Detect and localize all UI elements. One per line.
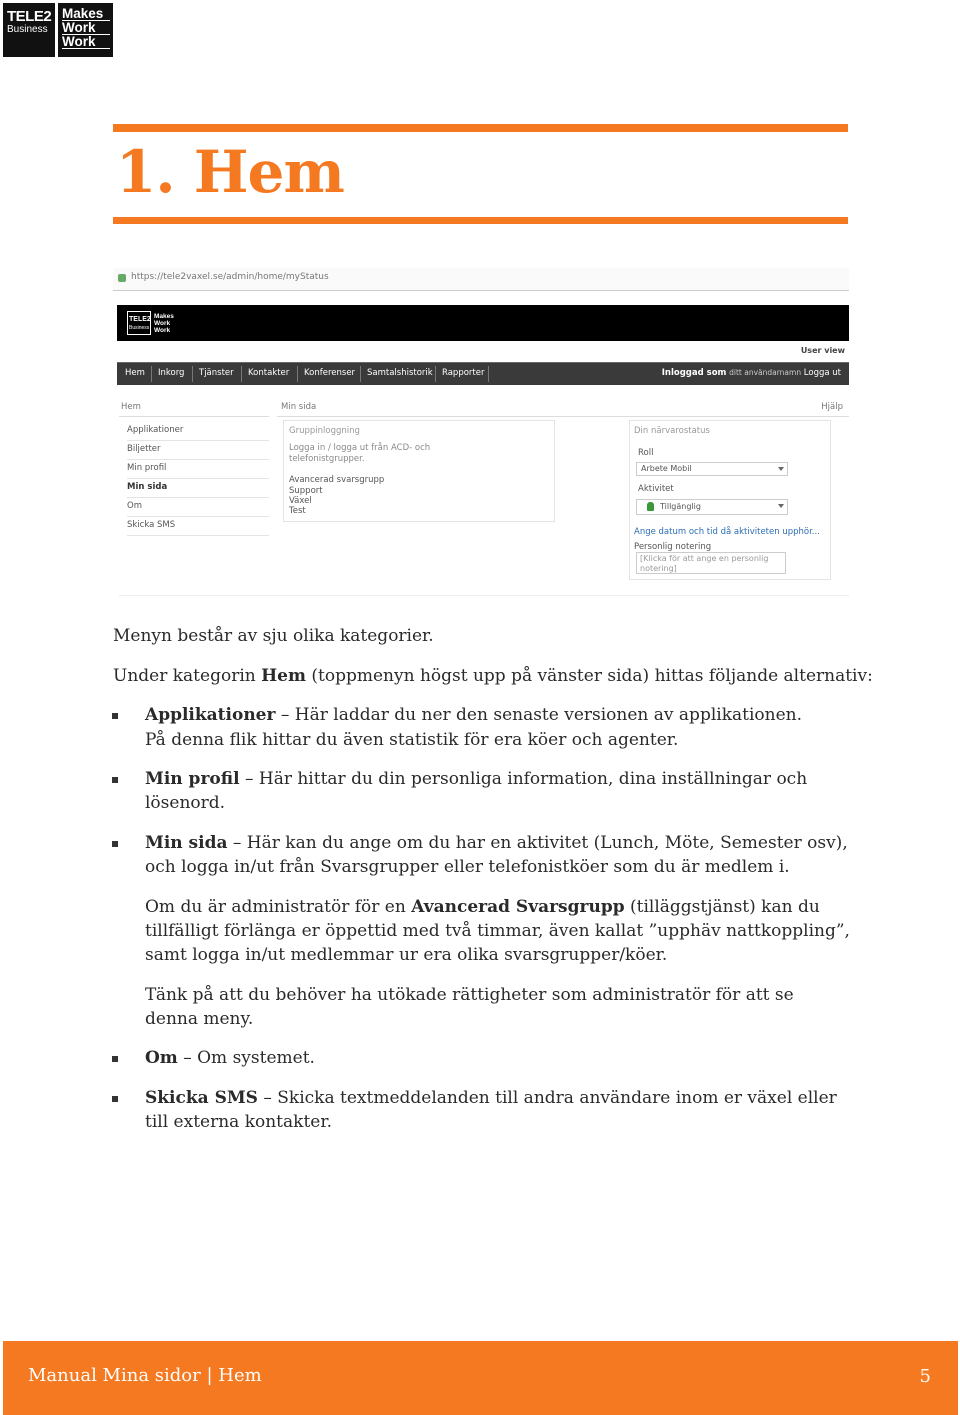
nav-kontakter[interactable]: Kontakter (248, 368, 290, 378)
bullet (112, 713, 118, 719)
logo-brand-sub: Business (7, 24, 48, 35)
browser-address-bar (113, 268, 849, 291)
bullet (112, 841, 118, 847)
sidebar-item-min-profil[interactable]: Min profil (127, 460, 269, 479)
nav-hem[interactable]: Hem (125, 368, 145, 378)
set-end-time-link[interactable]: Ange datum och tid då aktiviteten upphör... (634, 527, 820, 537)
bullet (112, 777, 118, 783)
app-logo: TELE2 Business Makes Work Work (129, 313, 174, 334)
nav-rapporter[interactable]: Rapporter (442, 368, 485, 378)
help-link[interactable]: Hjälp (821, 402, 843, 412)
admin-paragraph: Om du är administratör för en Avancerad Svarsgrupp (tilläggstjänst) kan du (145, 897, 820, 917)
intro-text: Menyn består av sju olika kategorier. (113, 626, 434, 646)
logged-in-user: ditt användarnamn (729, 368, 802, 377)
bullet-min-sida: Min sida – Här kan du ange om du har en aktivitet (Lunch, Möte, Semester osv), (145, 833, 848, 853)
address-url: https://tele2vaxel.se/admin/home/myStatus (131, 272, 329, 282)
rights-paragraph: Tänk på att du behöver ha utökade rättigheter som administratör för att se (145, 985, 794, 1005)
group-item-vaxel[interactable]: Växel (289, 496, 312, 506)
nav-konferenser[interactable]: Konferenser (304, 368, 356, 378)
sidebar (127, 422, 269, 536)
title-rule-bottom (113, 217, 848, 224)
app-header (117, 305, 849, 341)
footer-title: Manual Mina sidor | Hem (28, 1365, 262, 1386)
activity-select[interactable]: Tillgänglig (636, 499, 788, 515)
presence-status-title: Din närvarostatus (634, 426, 710, 436)
chevron-down-icon (778, 504, 784, 508)
bullet-skicka-sms: Skicka SMS – Skicka textmeddelanden till andra användare inom er växel eller (145, 1088, 837, 1108)
breadcrumb-current: Min sida (281, 402, 317, 412)
lock-icon (118, 274, 126, 282)
bullet-om: Om – Om systemet. (145, 1048, 315, 1068)
sidebar-item-om[interactable]: Om (127, 498, 269, 517)
page-title: 1. Hem (116, 138, 344, 206)
personal-note-field[interactable]: [Klicka för att ange en personlig notering] (636, 552, 786, 574)
admin-paragraph-l3: samt logga in/ut medlemmar ur era olika svarsgrupper/köer. (145, 945, 668, 965)
embedded-screenshot (113, 268, 849, 598)
bullet-applikationer-cont: På denna flik hittar du även statistik för era köer och agenter. (145, 730, 679, 750)
bullet-applikationer: Applikationer – Här laddar du ner den senaste versionen av applikationen. (145, 705, 802, 725)
title-rule-top (113, 124, 848, 132)
role-label: Roll (638, 448, 654, 458)
sidebar-item-skicka-sms[interactable]: Skicka SMS (127, 517, 269, 536)
nav-user-area (662, 368, 841, 378)
role-select[interactable]: Arbete Mobil (636, 462, 788, 476)
logout-link[interactable]: Logga ut (803, 368, 841, 378)
bullet-min-profil-cont: lösenord. (145, 793, 226, 813)
sidebar-item-applikationer[interactable]: Applikationer (127, 422, 269, 441)
logo-tagline: Makes Work Work (58, 3, 113, 57)
activity-label: Aktivitet (638, 484, 674, 494)
rights-paragraph-l2: denna meny. (145, 1009, 254, 1029)
breadcrumb-home[interactable]: Hem (121, 402, 141, 412)
under-text: Under kategorin Hem (toppmenyn högst upp på vänster sida) hittas följande alternativ: (113, 666, 873, 686)
bullet-min-profil: Min profil – Här hittar du din personliga information, dina inställningar och (145, 769, 808, 789)
group-item-support[interactable]: Support (289, 486, 323, 496)
sidebar-item-min-sida[interactable]: Min sida (127, 479, 269, 498)
note-label: Personlig notering (634, 542, 712, 552)
page-footer (3, 1341, 958, 1415)
bullet-skicka-sms-cont: till externa kontakter. (145, 1112, 333, 1132)
sidebar-item-biljetter[interactable]: Biljetter (127, 441, 269, 460)
group-login-title: Gruppinloggning (289, 426, 360, 436)
user-view-link[interactable]: User view (800, 346, 845, 355)
tele2-business-logo (3, 3, 113, 57)
admin-paragraph-l2: tillfälligt förlänga er öppettid med två timmar, även kallat ”upphäv nattkoppling”, (145, 921, 850, 941)
logged-in-label: Inloggad som (661, 368, 727, 378)
logo-brand-name: TELE2 (7, 8, 52, 25)
nav-tjanster[interactable]: Tjänster (199, 368, 234, 378)
chevron-down-icon (778, 467, 784, 471)
group-item-test[interactable]: Test (289, 506, 306, 516)
main-nav (117, 362, 849, 385)
group-login-desc: Logga in / logga ut från ACD- och telefonistgrupper. (289, 443, 431, 464)
bullet-min-sida-cont: och logga in/ut från Svarsgrupper eller telefonistköer som du är medlem i. (145, 857, 790, 877)
bullet (112, 1096, 118, 1102)
page-number: 5 (919, 1366, 931, 1387)
person-icon (647, 502, 654, 511)
nav-samtalshistorik[interactable]: Samtalshistorik (367, 368, 433, 378)
advanced-group-heading: Avancerad svarsgrupp (289, 475, 385, 485)
nav-inkorg[interactable]: Inkorg (158, 368, 185, 378)
bullet (112, 1056, 118, 1062)
